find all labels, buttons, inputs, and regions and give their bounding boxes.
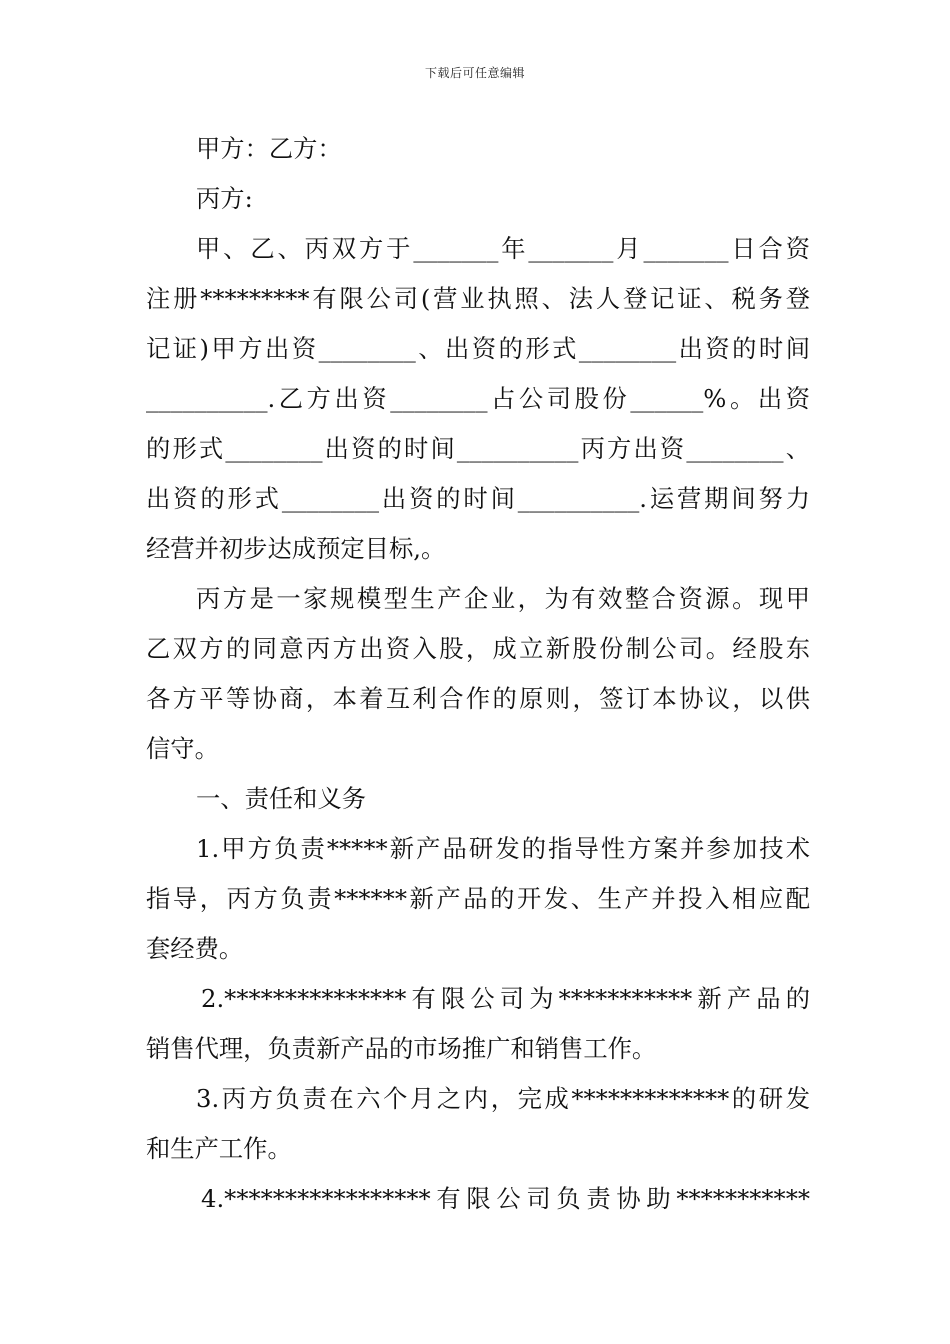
clause-line: 套经费。 bbox=[146, 934, 244, 963]
clause-line: 2.***************有限公司为***********新产品的 bbox=[201, 984, 810, 1013]
section-heading: 一、责任和义务 bbox=[196, 784, 367, 813]
paragraph-line: 各方平等协商，本着互利合作的原则，签订本协议，以供 bbox=[146, 684, 810, 713]
clause-line: 3.丙方负责在六个月之内，完成*************的研发 bbox=[196, 1084, 810, 1113]
clause-line: 1.甲方负责*****新产品研发的指导性方案并参加技术 bbox=[196, 834, 810, 863]
clause-line: 指导，丙方负责******新产品的开发、生产并投入相应配 bbox=[146, 884, 810, 913]
paragraph-line: 记证)甲方出资________、出资的形式________出资的时间 bbox=[146, 334, 810, 363]
party-ab-line: 甲方：乙方： bbox=[196, 134, 342, 163]
clause-line: 销售代理，负责新产品的市场推广和销售工作。 bbox=[146, 1034, 657, 1063]
paragraph-line: 出资的形式________出资的时间__________.运营期间努力 bbox=[146, 484, 810, 513]
paragraph-line: __________.乙方出资________占公司股份______%。出资 bbox=[146, 384, 810, 413]
clause-line: 和生产工作。 bbox=[146, 1134, 292, 1163]
page-header: 下载后可任意编辑 bbox=[424, 66, 525, 80]
paragraph-line: 丙方是一家规模型生产企业，为有效整合资源。现甲 bbox=[196, 584, 810, 613]
paragraph-line: 注册*********有限公司(营业执照、法人登记证、税务登 bbox=[146, 284, 810, 313]
paragraph-line: 乙双方的同意丙方出资入股，成立新股份制公司。经股东 bbox=[146, 634, 810, 663]
paragraph-line: 信守。 bbox=[146, 734, 219, 763]
party-c-line: 丙方: bbox=[196, 184, 253, 213]
clause-line: 4.*****************有限公司负责协助*********** bbox=[201, 1184, 810, 1213]
paragraph-line: 的形式________出资的时间__________丙方出资________、 bbox=[146, 434, 810, 463]
paragraph-line: 甲、乙、丙双方于_______年_______月_______日合资 bbox=[196, 234, 810, 263]
paragraph-line: 经营并初步达成预定目标,。 bbox=[146, 534, 446, 563]
